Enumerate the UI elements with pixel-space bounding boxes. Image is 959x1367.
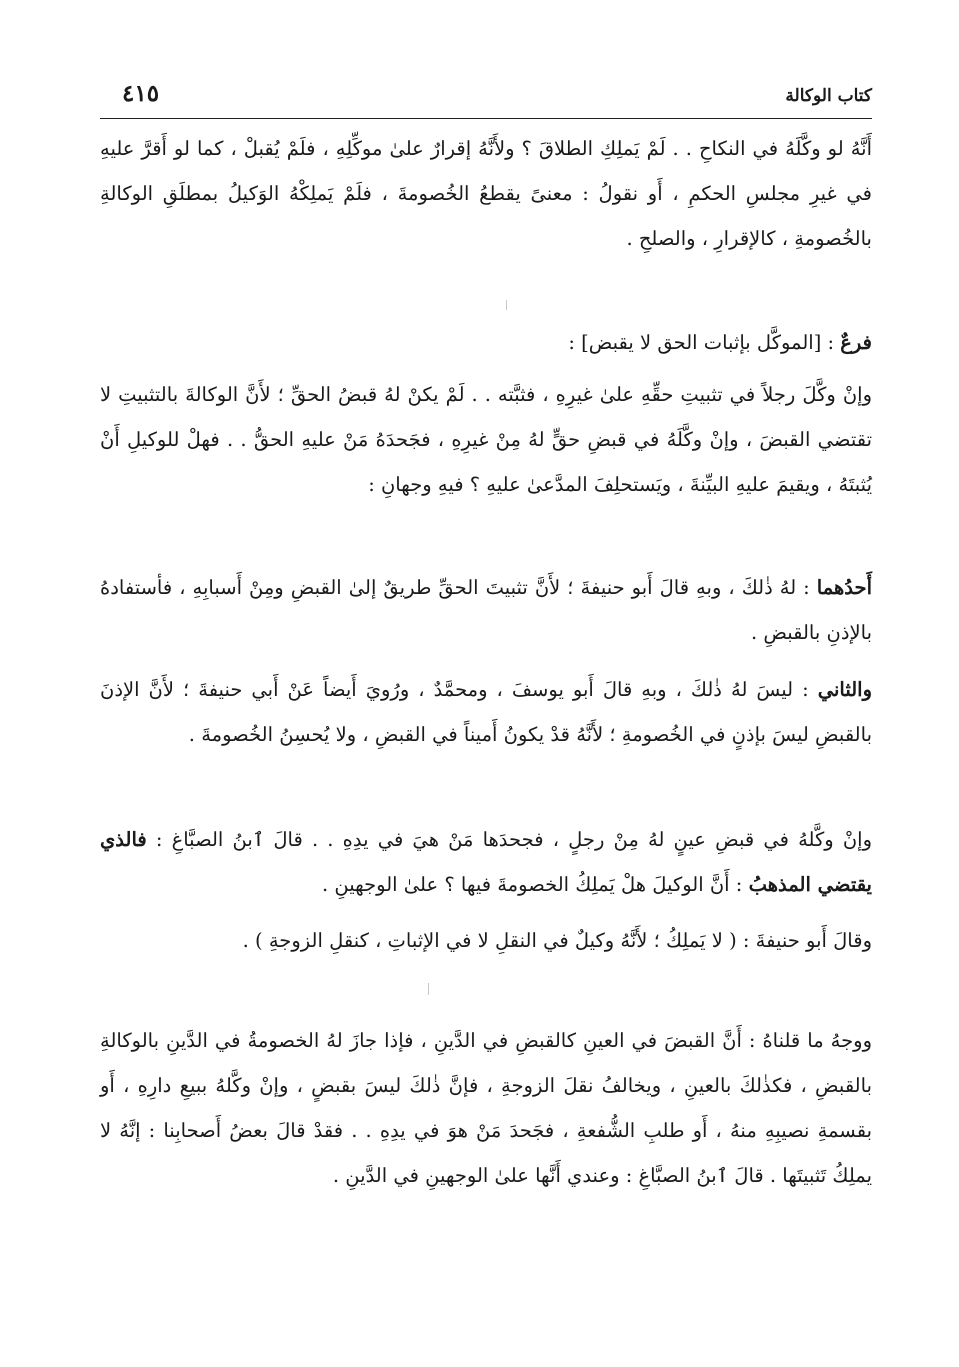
paragraph-3 [100,372,872,507]
paragraph-label: فالذي يقتضي المذهبُ [100,828,872,896]
paragraph-7 [100,918,872,963]
paragraph-label: أَحدُهما [816,576,872,599]
paragraph-text [100,565,872,655]
paragraph-5 [100,667,872,757]
paragraph-body-cont: : أَنَّ الوكيلَ هلْ يَملِكُ الخصومةَ فيها ؟ علىٰ الوجهينِ . [322,873,749,896]
section-heading [100,320,872,365]
header-rule [100,118,872,119]
page-number: ٤١٥ [122,80,160,107]
paragraph-body: : لهُ ذٰلكَ ، وبهِ قالَ أَبو حنيفةَ ؛ لأَنَّ تثبيتَ الحقِّ طريقٌ إلىٰ القبضِ ومِنْ أَسبابِهِ ، فأستفادهُ بالإذنِ بالقبضِ . [100,576,872,644]
scan-mark [428,983,429,995]
paragraph-body: : ليسَ لهُ ذٰلكَ ، وبهِ قالَ أَبو يوسفَ ، ومحمَّدٌ ، ورُويَ أَيضاً عَنْ أَبي حنيفةَ ؛ لأَنَّ الإذنَ بالقبضِ ليسَ بإذنٍ في الخُصومةِ ؛ لأَنَّهُ قدْ يكونُ أَميناً في القبضِ ، ولا يُحسِنُ الخُصومةَ . [100,678,872,746]
section-title: : [الموكَّل بإثبات الحق لا يقبض] : [568,331,841,354]
paragraph-4 [100,565,872,655]
section-label: فرعٌ [840,331,872,354]
paragraph-label: والثاني [817,678,872,701]
paragraph-text [100,817,872,907]
paragraph-1 [100,126,872,261]
scan-mark [506,300,507,310]
page-header [100,78,872,114]
paragraph-text: وإنْ وكَّلَ رجلاً في تثبيتِ حقِّهِ علىٰ غيرِهِ ، فثبَّته . . لَمْ يكنْ لهُ قبضُ الحقِّ ؛ لأَنَّ الوكالةَ بالتثبيتِ لا تقتضي القبضَ ، وإنْ وكَّلَهُ في قبضِ حقٍّ لهُ مِنْ غيرِهِ ، فجَحدَهُ مَنْ عليهِ الحقُّ . . فهلْ للوكيلِ أَنْ يُثبتَهُ ، ويقيمَ عليهِ البيِّنةَ ، ويَستحلِفَ المدَّعىٰ عليهِ ؟ فيهِ وجهانِ : [100,383,872,496]
paragraph-text [100,667,872,757]
paragraph-body: وإنْ وكَّلهُ في قبضِ عينٍ لهُ مِنْ رجلٍ ، فجحدَها مَنْ هيَ في يدِهِ . . قالَ ٱبنُ الصبَّاغِ : [155,828,872,851]
paragraph-text: أَنَّهُ لو وكَّلَهُ في النكاحِ . . لَمْ يَملِكِ الطلاقَ ؟ ولأَنَّهُ إقرارٌ علىٰ موكِّلِهِ ، فلَمْ يُقبلْ ، كما لو أَقرَّ عليهِ في غيرِ مجلسِ الحكمِ ، أَو نقولُ : معنىً يقطعُ الخُصومةَ ، فلَمْ يَملِكْهُ الوَكيلُ بمطلَقِ الوكالةِ بالخُصومةِ ، كالإقرارِ ، والصلحِ . [100,137,872,250]
running-title: كتاب الوكالة [785,86,872,106]
paragraph-text: وقالَ أَبو حنيفةَ : ( لا يَملِكُ ؛ لأَنَّهُ وكيلٌ في النقلِ لا في الإثباتِ ، كنقلِ الزوجةِ ) . [242,929,872,952]
paragraph-8 [100,1018,872,1198]
section-heading-line [100,320,872,365]
paragraph-6 [100,817,872,907]
paragraph-text: ووجهُ ما قلناهُ : أَنَّ القبضَ في العينِ كالقبضِ في الدَّينِ ، فإذا جازَ لهُ الخصومةُ في الدَّينِ بالوكالةِ بالقبضِ ، فكذٰلكَ بالعينِ ، ويخالفُ نقلَ الزوجةِ ، فإنَّ ذٰلكَ ليسَ بقبضٍ ، وإنْ وكَّلهُ ببيعِ دارِهِ ، أَو بقسمةِ نصيبِهِ منهُ ، أَو طلبِ الشُّفعةِ ، فجَحدَ مَنْ هوَ في يدِهِ . . فقدْ قالَ بعضُ أَصحابِنا : إنَّهُ لا يملِكُ تَثبيتَها . قالَ ٱبنُ الصبَّاغِ : وعندي أَنَّها علىٰ الوجهينِ في الدَّينِ . [100,1029,872,1187]
